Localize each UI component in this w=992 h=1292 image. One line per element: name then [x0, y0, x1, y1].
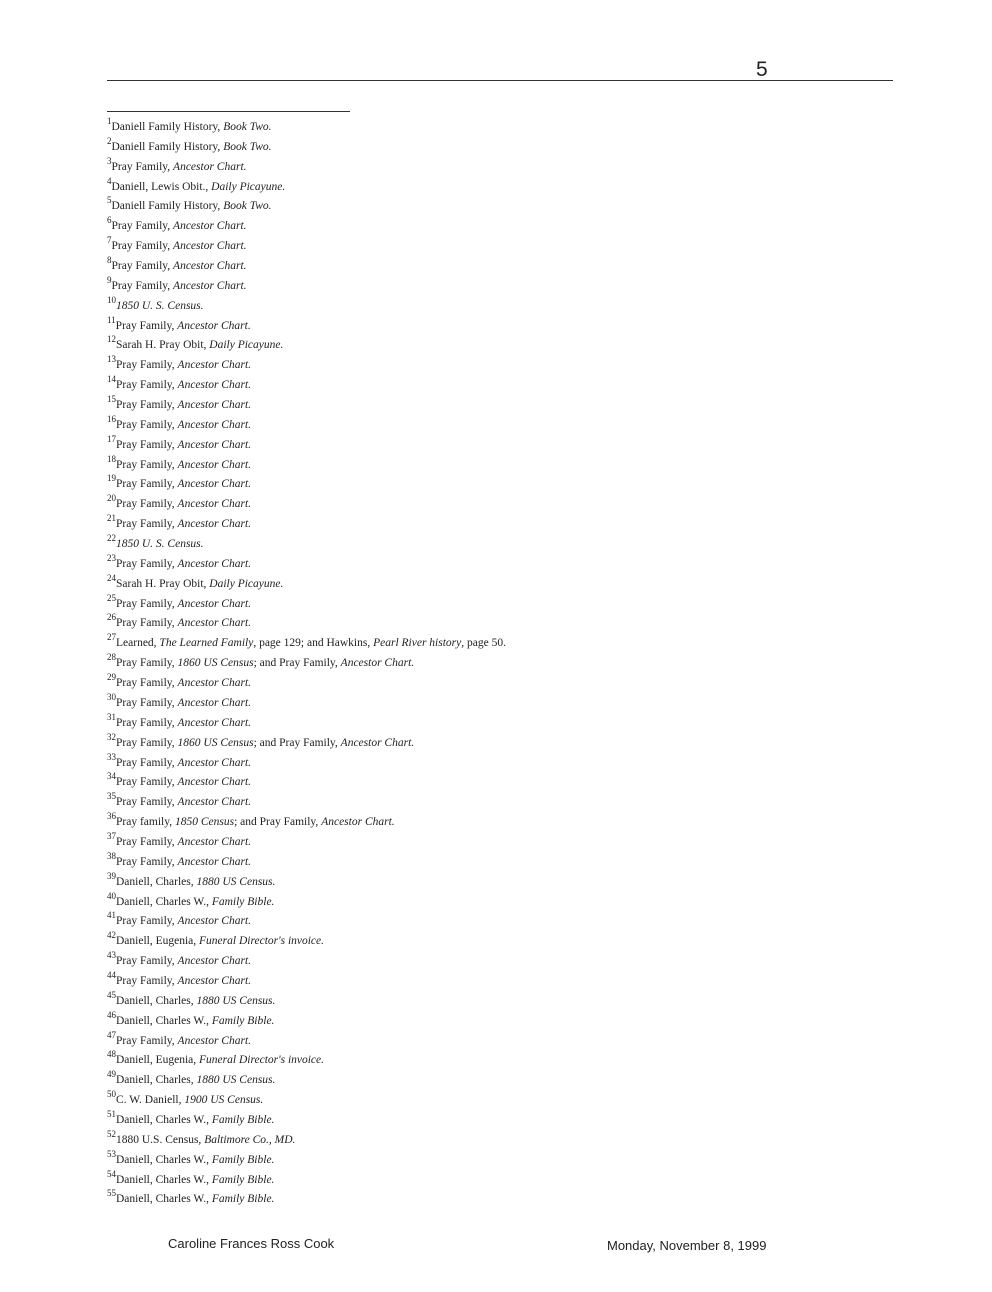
- footnote-item: [107, 515, 807, 535]
- footnote-number: 48: [107, 1049, 116, 1060]
- footnote-source: Pray family,: [116, 816, 175, 829]
- footnote-number: 54: [107, 1168, 116, 1179]
- footnote-text: [116, 677, 251, 689]
- footnote-title: Ancestor Chart.: [177, 855, 252, 868]
- footnote-item: [107, 1051, 807, 1071]
- footnote-title: Baltimore Co., MD.: [204, 1133, 296, 1146]
- footnote-item: [107, 197, 807, 217]
- footnote-number: 34: [107, 771, 116, 782]
- footnote-item: [107, 850, 807, 873]
- footnote-item: [107, 912, 807, 932]
- footnote-text: [116, 558, 251, 570]
- footnote-title: Ancestor Chart.: [173, 160, 247, 173]
- footnote-source: Pray Family,: [116, 478, 178, 491]
- footnote-text: [112, 141, 272, 153]
- footnote-source: ; and Pray Family,: [253, 657, 341, 670]
- footnote-title: Ancestor Chart.: [177, 617, 252, 630]
- footnote-text: [116, 896, 274, 908]
- footnote-title: Daily Picayune.: [209, 339, 284, 352]
- footnote-number: 44: [107, 969, 116, 980]
- footnote-source: Pray Family,: [116, 915, 178, 928]
- footnote-source: Daniell, Charles W.,: [116, 1173, 212, 1186]
- footnote-item: [107, 952, 807, 972]
- footnote-text: [116, 439, 251, 451]
- footnote-source: Pray Family,: [116, 418, 178, 431]
- footnote-text: [116, 757, 251, 769]
- footnote-text: [116, 518, 251, 530]
- footnote-title: Ancestor Chart.: [177, 756, 252, 769]
- footnote-text: [116, 1174, 274, 1186]
- footnote-title: Ancestor Chart.: [177, 835, 252, 848]
- footnote-number: 51: [107, 1108, 116, 1119]
- footnote-item: [107, 135, 807, 158]
- footnote-number: 24: [107, 572, 116, 583]
- footnote-text: [116, 796, 251, 808]
- footnote-source: Daniell, Charles,: [116, 994, 197, 1007]
- footnote-number: 30: [107, 691, 116, 702]
- footnote-number: 19: [107, 473, 116, 484]
- footnote-item: [107, 870, 807, 893]
- footnote-source: Pray Family,: [116, 736, 178, 749]
- footnote-source: Pray Family,: [116, 379, 178, 392]
- footnote-number: 39: [107, 870, 116, 881]
- footnote-source: C. W. Daniell,: [116, 1094, 185, 1107]
- footnote-number: 22: [107, 533, 116, 544]
- footnote-title: 1900 US Census.: [184, 1094, 264, 1107]
- footnote-item: [107, 813, 807, 833]
- footnote-source: Pray Family,: [116, 399, 178, 412]
- footnote-number: 1: [107, 116, 112, 126]
- footnote-title: Book Two.: [223, 121, 272, 133]
- footnote-text: [116, 1074, 275, 1086]
- footnote-text: [116, 697, 251, 709]
- footnote-source: Pray Family,: [116, 518, 178, 531]
- footnote-number: 31: [107, 711, 116, 722]
- footnote-text: [116, 1193, 274, 1205]
- footnote-title: Ancestor Chart.: [177, 597, 252, 610]
- footnote-title: Ancestor Chart.: [177, 359, 252, 372]
- footnote-text: [112, 161, 247, 173]
- footnote-text: [116, 598, 251, 610]
- footnote-text: [116, 478, 251, 490]
- footnote-source: Pray Family,: [116, 955, 178, 968]
- footnote-item: [107, 572, 807, 595]
- footnote-source: Pray Family,: [111, 279, 174, 292]
- footnote-source: Pray Family,: [116, 835, 178, 848]
- footnote-number: 32: [107, 731, 116, 742]
- footnote-number: 14: [107, 374, 116, 385]
- footnote-item: [107, 314, 807, 337]
- footnote-text: [112, 280, 247, 292]
- footnote-title: Ancestor Chart.: [177, 498, 252, 511]
- footnote-item: [107, 1148, 807, 1171]
- footnote-item: [107, 217, 807, 237]
- footnote-title: Book Two.: [223, 140, 272, 153]
- footnote-title: Ancestor Chart.: [173, 220, 247, 233]
- footnote-number: 2: [107, 135, 112, 146]
- footnote-title: Ancestor Chart.: [177, 974, 252, 987]
- footnote-number: 10: [107, 294, 116, 305]
- footnote-source: Pray Family,: [116, 776, 178, 789]
- footnote-number: 6: [107, 215, 112, 226]
- footnote-number: 41: [107, 910, 116, 921]
- footnote-item: [107, 751, 807, 774]
- footnote-source: Daniell, Charles W.,: [116, 1153, 212, 1166]
- footnote-item: [107, 257, 807, 277]
- footnote-number: 28: [107, 652, 116, 663]
- footnote-item: [107, 1108, 807, 1131]
- footnote-number: 7: [107, 235, 112, 246]
- footnote-title: Ancestor Chart.: [177, 677, 252, 690]
- footnote-title: Ancestor Chart.: [177, 915, 252, 928]
- footnote-item: [107, 453, 807, 476]
- footer-author: Caroline Frances Ross Cook: [168, 1236, 335, 1251]
- footnote-title: Family Bible.: [211, 895, 275, 908]
- footnote-source: Pray Family,: [116, 617, 178, 630]
- footnote-source: Pray Family,: [115, 319, 178, 332]
- footnote-text: [116, 995, 275, 1007]
- footnote-source: Sarah H. Pray Obit,: [116, 339, 210, 352]
- footnote-text: [116, 876, 275, 888]
- footnote-item: [107, 433, 807, 456]
- footnote-title: Ancestor Chart.: [177, 716, 252, 729]
- footnote-text: [112, 220, 247, 232]
- footnote-text: [116, 379, 251, 391]
- footnote-item: [107, 155, 807, 178]
- footnote-number: 40: [107, 890, 116, 901]
- footnote-number: 42: [107, 930, 116, 941]
- footnote-source: Daniell, Lewis Obit.,: [111, 180, 212, 193]
- footnote-source: ; and Pray Family,: [253, 736, 341, 749]
- footnote-title: Ancestor Chart.: [177, 518, 252, 531]
- footnote-text: [116, 1054, 324, 1066]
- footnote-source: Pray Family,: [116, 974, 178, 987]
- footnote-item: [107, 175, 807, 198]
- footnote-source: Pray Family,: [116, 657, 178, 670]
- footnote-text: [116, 538, 204, 550]
- footnote-number: 25: [107, 592, 116, 603]
- footnote-item: [107, 654, 807, 674]
- footnote-title: Ancestor Chart.: [177, 418, 252, 431]
- footnote-number: 5: [107, 195, 112, 206]
- footnote-number: 52: [107, 1128, 116, 1139]
- footnote-item: [107, 830, 807, 853]
- footnote-list: [107, 118, 807, 1210]
- footnote-title: Family Bible.: [211, 1153, 275, 1166]
- footnote-title: 1880 US Census.: [196, 994, 276, 1007]
- footnote-item: [107, 890, 807, 913]
- footnote-number: 46: [107, 1009, 116, 1020]
- footnote-number: 53: [107, 1148, 116, 1159]
- footnote-text: [112, 200, 272, 212]
- footnote-title: 1860 US Census: [177, 736, 254, 749]
- footnote-source: Daniell, Charles,: [116, 1074, 197, 1087]
- footnote-source: Pray Family,: [111, 160, 174, 173]
- footnote-title: 1880 US Census.: [196, 875, 276, 888]
- footnote-source: , page 129; and Hawkins,: [253, 637, 374, 650]
- footnote-text: [116, 816, 395, 828]
- page-number: 5: [756, 58, 768, 81]
- footnote-text: [112, 181, 286, 193]
- footnote-item: [107, 396, 807, 416]
- footnote-title: Pearl River history: [373, 637, 462, 650]
- footnote-text: [116, 1154, 274, 1166]
- footnote-title: Ancestor Chart.: [177, 458, 252, 471]
- footnote-number: 21: [107, 513, 116, 524]
- footnote-item: [107, 552, 807, 575]
- footnote-number: 49: [107, 1069, 116, 1080]
- footnote-number: 26: [107, 612, 116, 623]
- footnote-item: [107, 376, 807, 396]
- footnote-title: Ancestor Chart.: [177, 696, 252, 709]
- footnote-item: [107, 989, 807, 1012]
- footnote-title: Ancestor Chart.: [177, 1034, 252, 1047]
- footnote-text: [116, 776, 251, 788]
- footnote-text: [116, 856, 251, 868]
- footnote-number: 20: [107, 493, 116, 504]
- footnote-text: [116, 419, 251, 431]
- footnote-title: Ancestor Chart.: [177, 319, 251, 332]
- footnote-source: Daniell, Charles W.,: [116, 1113, 212, 1126]
- footnote-item: [107, 237, 807, 257]
- footnote-title: Family Bible.: [211, 1193, 275, 1206]
- footer-date: Monday, November 8, 1999: [607, 1238, 767, 1253]
- footnote-source: Pray Family,: [116, 696, 178, 709]
- footnote-source: Pray Family,: [116, 557, 178, 570]
- footnote-title: 1850 U. S. Census.: [116, 538, 204, 551]
- footnote-number: 43: [107, 950, 116, 961]
- footnote-source: Sarah H. Pray Obit,: [116, 577, 210, 590]
- footnote-text: [116, 935, 324, 947]
- footnote-item: [107, 614, 807, 634]
- footnote-title: Ancestor Chart.: [177, 557, 252, 570]
- footnote-source: Daniell Family History,: [111, 140, 224, 153]
- footnote-text: [116, 1114, 274, 1126]
- footnote-number: 15: [107, 394, 116, 405]
- footnote-source: Pray Family,: [116, 716, 178, 729]
- footnote-title: Funeral Director's invoice.: [199, 935, 325, 948]
- footnote-text: [112, 240, 247, 252]
- footnote-source: Daniell, Charles W.,: [116, 1014, 212, 1027]
- footnote-text: [116, 717, 251, 729]
- footnote-item: [107, 731, 807, 754]
- footnote-item: [107, 773, 807, 793]
- footnote-text: [116, 459, 251, 471]
- footnote-separator: [107, 111, 350, 112]
- footnote-source: Pray Family,: [111, 260, 174, 273]
- footnote-text: [116, 836, 251, 848]
- footnote-item: [107, 969, 807, 992]
- footnote-text: [116, 1134, 295, 1146]
- footnote-title: Ancestor Chart.: [340, 657, 415, 670]
- footnote-title: Family Bible.: [211, 1113, 275, 1126]
- footnote-source: Pray Family,: [111, 220, 174, 233]
- footnote-number: 45: [107, 989, 116, 1000]
- footnote-item: [107, 1091, 807, 1111]
- footnote-source: Pray Family,: [116, 855, 178, 868]
- footnote-title: Family Bible.: [211, 1173, 275, 1186]
- footnote-text: [116, 578, 283, 590]
- footnote-source: Daniell, Charles,: [116, 875, 197, 888]
- footnote-text: [116, 657, 414, 669]
- footnote-source: , page 50.: [461, 637, 506, 650]
- footnote-number: 29: [107, 672, 116, 683]
- footnote-source: Pray Family,: [116, 438, 178, 451]
- footnote-source: Pray Family,: [116, 796, 178, 809]
- footnote-item: [107, 674, 807, 694]
- footnote-text: [116, 955, 251, 967]
- footnote-source: Daniell, Eugenia,: [116, 935, 200, 948]
- footnote-number: 16: [107, 413, 116, 424]
- footnote-number: 37: [107, 830, 116, 841]
- footnote-number: 12: [107, 334, 116, 345]
- footnote-number: 9: [107, 274, 112, 285]
- footnote-title: Ancestor Chart.: [173, 279, 247, 292]
- footnote-text: [116, 617, 251, 629]
- footnote-title: Funeral Director's invoice.: [199, 1054, 325, 1067]
- footnote-item: [107, 711, 807, 734]
- footnote-title: Ancestor Chart.: [173, 260, 247, 273]
- footnote-item: [107, 1190, 807, 1210]
- footnote-title: The Learned Family: [159, 637, 254, 650]
- footnote-text: [116, 737, 414, 749]
- footnote-item: [107, 1071, 807, 1091]
- footnote-source: Pray Family,: [116, 756, 178, 769]
- footnote-text: [112, 121, 272, 133]
- footnote-source: Pray Family,: [116, 1034, 178, 1047]
- footnote-text: [116, 1035, 251, 1047]
- footnote-title: 1850 Census: [174, 816, 235, 829]
- footnote-item: [107, 535, 807, 555]
- footnote-item: [107, 336, 807, 356]
- footnote-item: [107, 634, 807, 654]
- footnote-number: 3: [107, 155, 112, 166]
- footnote-text: [112, 260, 247, 272]
- footnote-number: 55: [107, 1188, 116, 1199]
- footnote-title: Ancestor Chart.: [177, 796, 252, 809]
- footnote-text: [116, 915, 251, 927]
- footnote-title: Ancestor Chart.: [177, 379, 252, 392]
- footnote-source: ; and Pray Family,: [234, 816, 322, 829]
- footnote-title: Ancestor Chart.: [173, 240, 247, 253]
- footnote-title: Book Two.: [223, 200, 272, 213]
- footnote-source: Daniell, Charles W.,: [116, 1193, 212, 1206]
- footnote-title: 1850 U. S. Census.: [116, 299, 204, 312]
- footnote-number: 47: [107, 1029, 116, 1040]
- footnote-title: Ancestor Chart.: [340, 736, 415, 749]
- footnote-title: Ancestor Chart.: [177, 438, 252, 451]
- footnote-number: 13: [107, 354, 116, 365]
- header-rule: [107, 80, 893, 81]
- footnote-text: [116, 1094, 263, 1106]
- footnote-item: [107, 274, 807, 297]
- footnote-item: [107, 294, 807, 317]
- footnote-source: Pray Family,: [116, 498, 178, 511]
- footnote-item: [107, 793, 807, 813]
- footnote-number: 36: [107, 811, 116, 822]
- footnote-item: [107, 356, 807, 376]
- footnote-title: Ancestor Chart.: [321, 816, 395, 829]
- footnote-number: 8: [107, 255, 112, 266]
- footnote-number: 11: [107, 314, 116, 325]
- footnote-source: Daniell, Eugenia,: [116, 1054, 200, 1067]
- footnote-number: 23: [107, 552, 116, 563]
- footnote-source: Pray Family,: [116, 359, 178, 372]
- footnote-number: 4: [107, 175, 112, 186]
- footnote-number: 17: [107, 433, 116, 444]
- footnote-number: 27: [107, 632, 116, 643]
- footnote-source: Pray Family,: [116, 597, 178, 610]
- footnote-item: [107, 495, 807, 515]
- footnote-title: Daily Picayune.: [209, 577, 284, 590]
- footnote-item: [107, 691, 807, 714]
- footnote-title: 1860 US Census: [177, 657, 254, 670]
- footnote-number: 38: [107, 850, 116, 861]
- footnote-text: [116, 399, 251, 411]
- footnote-item: [107, 1009, 807, 1032]
- footnote-source: Daniell, Charles W.,: [116, 895, 212, 908]
- footnote-text: [116, 359, 251, 371]
- footnote-source: Pray Family,: [116, 458, 178, 471]
- footnote-item: [107, 475, 807, 495]
- footnote-text: [116, 320, 251, 332]
- footnote-text: [116, 339, 283, 351]
- footnote-source: Daniell Family History,: [111, 121, 224, 133]
- footnote-item: [107, 592, 807, 615]
- footnote-title: Ancestor Chart.: [177, 399, 252, 412]
- footnote-item: [107, 118, 807, 138]
- footnote-item: [107, 932, 807, 952]
- footnote-text: [116, 300, 204, 312]
- footnote-item: [107, 1168, 807, 1191]
- footnote-number: 33: [107, 751, 116, 762]
- footnote-source: Learned,: [116, 637, 160, 650]
- footnote-item: [107, 1128, 807, 1151]
- footnote-source: Pray Family,: [111, 240, 174, 253]
- footnote-text: [116, 975, 251, 987]
- footnote-title: Ancestor Chart.: [177, 776, 252, 789]
- footnote-text: [116, 637, 506, 649]
- footnote-text: [116, 498, 251, 510]
- footnote-number: 18: [107, 453, 116, 464]
- footnote-number: 35: [107, 791, 116, 802]
- footnote-item: [107, 413, 807, 436]
- footnote-title: Ancestor Chart.: [177, 955, 252, 968]
- footnote-title: Ancestor Chart.: [177, 478, 252, 491]
- footnote-title: 1880 US Census.: [196, 1074, 276, 1087]
- footnote-source: Daniell Family History,: [111, 200, 224, 213]
- footnote-title: Family Bible.: [211, 1014, 275, 1027]
- footnote-source: 1880 U.S. Census,: [116, 1133, 205, 1146]
- footnote-item: [107, 1029, 807, 1052]
- footnote-title: Daily Picayune.: [211, 180, 286, 193]
- footnote-number: 50: [107, 1089, 116, 1100]
- footnote-source: Pray Family,: [116, 677, 178, 690]
- footnote-text: [116, 1015, 274, 1027]
